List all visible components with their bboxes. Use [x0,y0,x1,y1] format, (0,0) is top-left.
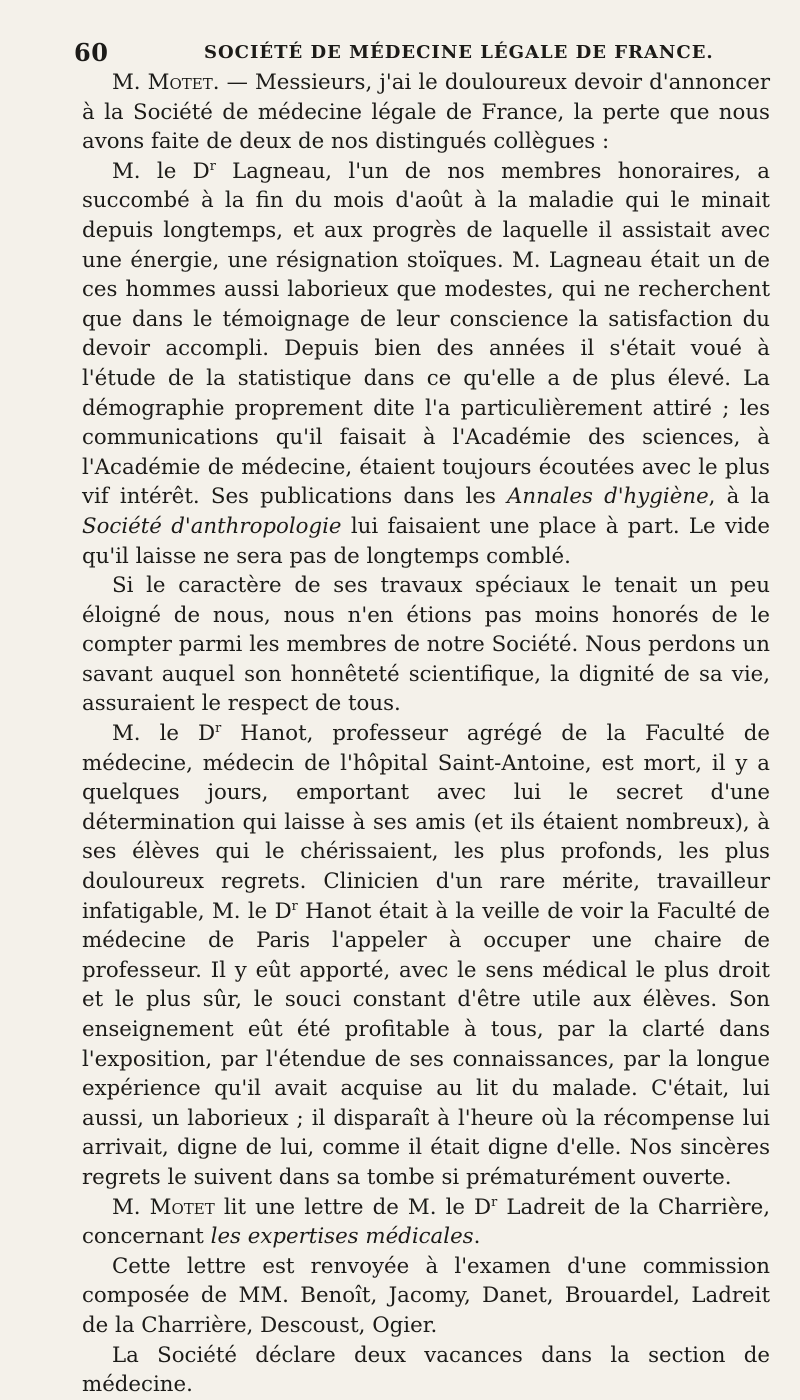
italic-title: les expertises médicales [210,1224,474,1250]
paragraph-lagneau [82,157,770,571]
paragraph-vacancies [82,1341,770,1400]
paragraph-text: lui faisaient une place à part. Le vide qu'il laisse ne sera pas de longtemps comblé. [82,513,770,569]
paragraph-commission [82,1252,770,1341]
paragraph-letter [82,1193,770,1252]
paragraph-text: , à la [708,484,770,510]
superscript: r [491,1194,498,1210]
speaker-name: M. Motet [112,1194,215,1220]
paragraph-text: Hanot, professeur agrégé de la Faculté de médecine, médecin de l'hôpital Saint-Antoine, est mort, il y a quelques jours, emportant avec lui le secret d'une détermination qui laisse à ses amis (et ils étaient nombreux), à ses élèves qui le chérissaient, les plus profonds, les plus douloureux regrets. Clinicien d'un rare mérite, travailleur infatigable, M. le D [82,721,770,924]
paragraph-text: — Messieurs, j'ai le douloureux devoir d'annoncer à la Société de médecine légale de France, la perte que nous avons faite de deux de nos distingués collègues : [82,70,770,155]
superscript: r [215,720,222,736]
paragraph-text: Cette lettre est renvoyée à l'examen d'une commission composée de MM. Benoît, Jacomy, Danet, Brouardel, Ladreit de la Charrière, Descoust, Ogier. [82,1253,770,1338]
paragraph-lagneau-tribute [82,571,770,719]
italic-title: Annales d'hygiène [507,484,709,510]
body-text [82,68,770,1400]
paragraph-text: . [473,1224,481,1250]
paragraph-text: Lagneau, l'un de nos membres honoraires, a succombé à la fin du mois d'août à la maladie qui le minait depuis longtemps, et aux progrès de laquelle il assistait avec une énergie, une résignation stoïques. M. Lagneau était un de ces hommes aussi laborieux que modestes, qui ne recherchent que dans le témoignage de leur conscience la satisfaction du devoir accompli. Depuis bien des années il s'était voué à l'étude de la statistique dans ce qu'elle a de plus élevé. La démographie proprement dite l'a particulièrement attiré ; les communications qu'il faisait à l'Académie des sciences, à l'Académie de médecine, étaient toujours écoutées avec le plus vif intérêt. Ses publications dans les [82,158,770,510]
paragraph-text: Hanot était à la veille de voir la Faculté de médecine de Paris l'appeler à occuper une chaire de professeur. Il y eût apporté, avec le sens médical le plus droit et le plus sûr, le souci constant d'être utile aux élèves. Son enseignement eût été profitable à tous, par la clarté dans l'exposition, par l'étendue de ses connaissances, par la longue expérience qu'il avait acquise au lit du malade. C'était, lui aussi, un laborieux ; il disparaît à l'heure où la récompense lui arrivait, digne de lui, comme il était digne d'elle. Nos sincères regrets le suivent dans sa tombe si prématurément ouverte. [82,898,770,1190]
header-title: SOCIÉTÉ DE MÉDECINE LÉGALE DE FRANCE. [204,42,714,63]
superscript: r [291,898,298,914]
paragraph-text: La Société déclare deux vacances dans la section de médecine. [82,1342,770,1398]
page-number: 60 [74,38,109,67]
speaker-name: M. Motet. [112,70,220,95]
superscript: r [209,158,216,174]
italic-title: Société d'anthropologie [82,513,342,539]
paragraph-text: lit une lettre de M. le D [214,1194,492,1220]
paragraph-hanot [82,719,770,1193]
paragraph-text: Ladreit de la Charrière, concernant [82,1194,770,1250]
paragraph-announcement [82,68,770,157]
paragraph-text: M. le D [112,158,210,184]
paragraph-text: Si le caractère de ses travaux spéciaux le tenait un peu éloigné de nous, nous n'en étions pas moins honorés de le compter parmi les membres de notre Société. Nous perdons un savant auquel son honnêteté scientifique, la dignité de sa vie, assuraient le respect de tous. [82,573,770,717]
running-header [74,32,770,68]
paragraph-text: M. le D [112,721,216,747]
